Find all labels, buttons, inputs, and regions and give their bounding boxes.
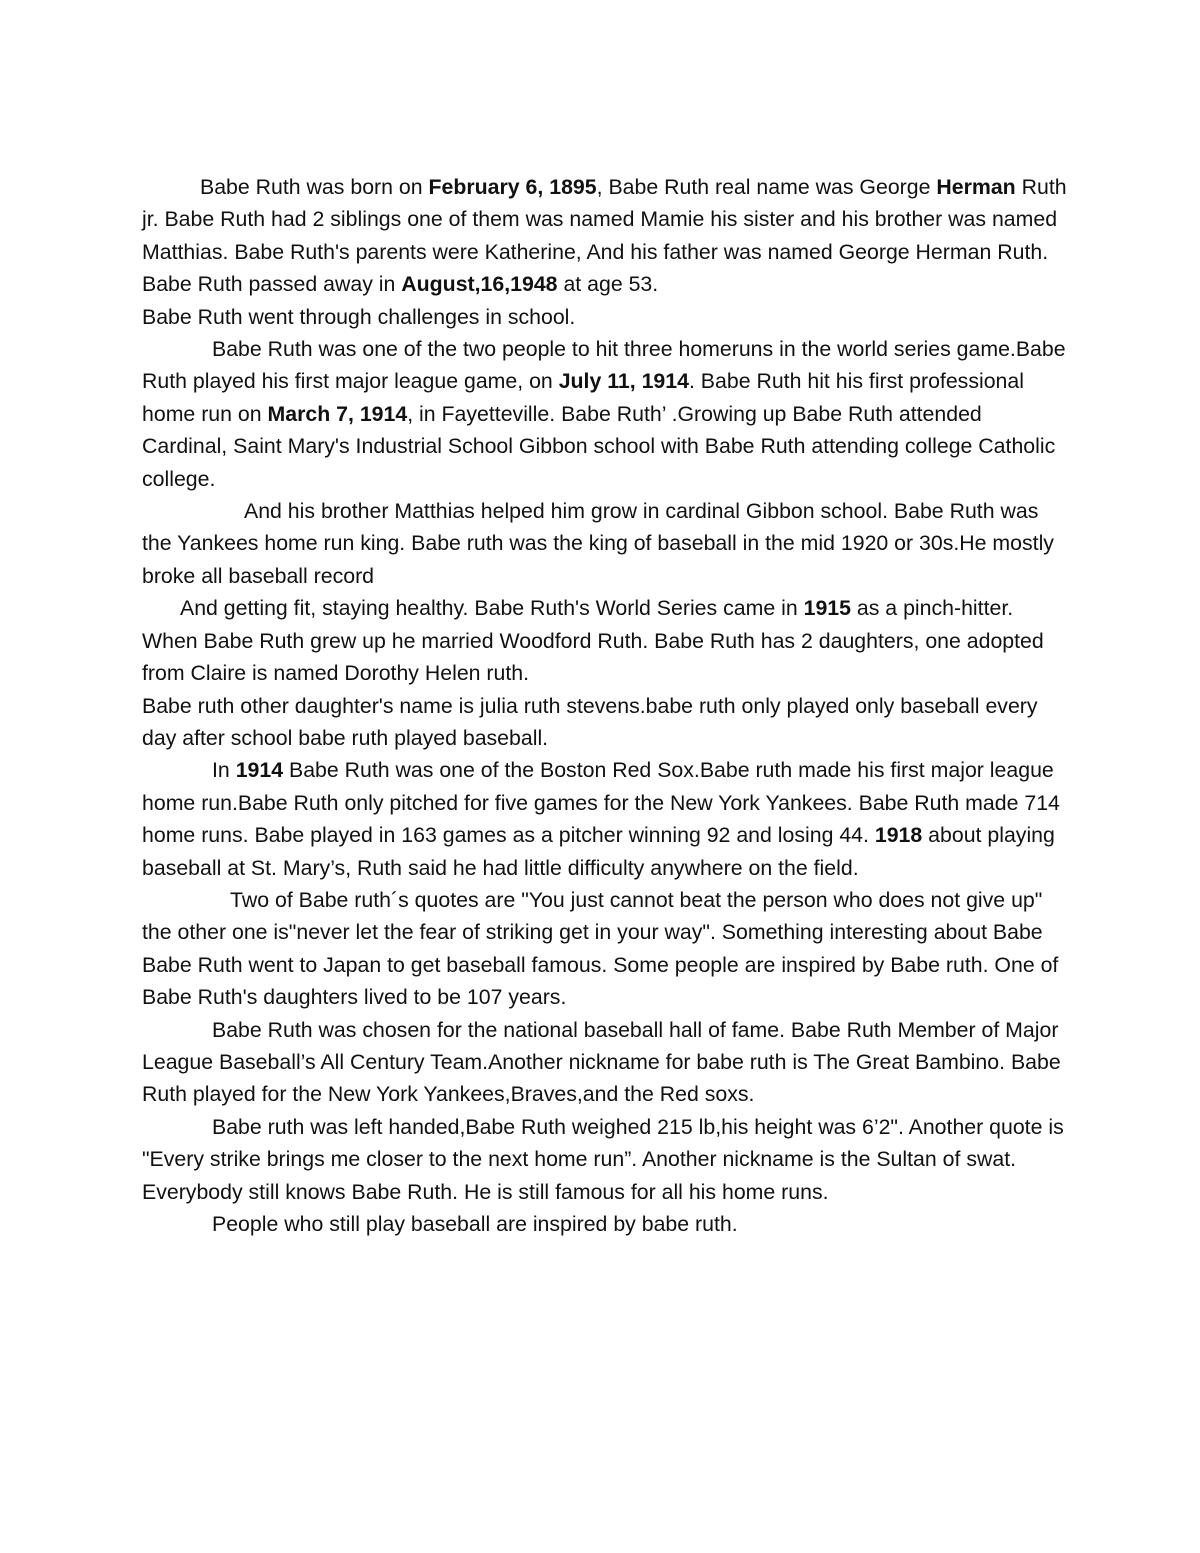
text-run: . Babe Ruth hit his first professional home run on: [142, 369, 1024, 426]
text-run: Babe ruth other daughter's name is julia ruth stevens.babe ruth only played only baseball every day after school babe ruth played baseball.: [142, 693, 1038, 750]
text-run: Babe Ruth was one of the two people to hit three homeruns in the world series game.Babe Ruth played his first major league game, on: [142, 337, 1066, 394]
text-run: Ruth jr. Babe Ruth had 2 siblings one of them was named Mamie his sister and his brother was named Matthias. Babe Ruth's parents were Katherine, And his father was named George Herman Ruth. Babe Ruth passed away in: [142, 175, 1067, 297]
paragraph: [142, 1111, 1072, 1208]
bold-text: Herman: [936, 175, 1016, 199]
paragraph: [142, 1208, 1072, 1240]
text-run: Babe ruth was left handed,Babe Ruth weighed 215 lb,his height was 6’2". Another quote is "Every strike brings me closer to the next home run”. Another nickname is the Sultan of swat. Everybody still knows Babe Ruth. He is still famous for all his home runs.: [142, 1114, 1064, 1204]
text-run: at age 53.: [557, 272, 659, 297]
bold-text: August,16,1948: [401, 272, 558, 297]
text-run: Babe Ruth was one of the Boston Red Sox.Babe ruth made his first major league home run.Babe Ruth only pitched for five games for the New York Yankees. Babe Ruth made 714 home runs. Babe played in 163 games as a pitcher winning 92 and losing 44.: [142, 758, 1060, 848]
text-run: , in Fayetteville. Babe Ruth’ .Growing up Babe Ruth attended Cardinal, Saint Mary's Industrial School Gibbon school with Babe Ruth attending college Catholic college.: [142, 401, 1056, 491]
paragraph: [142, 495, 1072, 592]
paragraph: [142, 754, 1072, 884]
text-run: And getting fit, staying healthy. Babe Ruth's World Series came in: [180, 596, 804, 621]
text-run: Babe Ruth went through challenges in school.: [142, 304, 576, 329]
text-run: Two of Babe ruth´s quotes are "You just cannot beat the person who does not give up" the other one is"never let the fear of striking get in your way". Something interesting about Babe Babe Ruth went to Japan to get baseball famous. Some people are inspired by Babe ruth. One of Babe Ruth's daughters lived to be 107 years.: [142, 887, 1059, 1010]
document-body: [142, 171, 1072, 1240]
text-run: as a pinch-hitter. When Babe Ruth grew up he married Woodford Ruth. Babe Ruth has 2 daughters, one adopted from Claire is named Dorothy Helen ruth.: [142, 596, 1044, 686]
paragraph: [142, 884, 1072, 1014]
bold-text: July 11, 1914: [558, 369, 689, 394]
text-run: about playing baseball at St. Mary’s, Ruth said he had little difficulty anywhere on the field.: [142, 823, 1055, 880]
paragraph: [142, 301, 1072, 333]
bold-text: March 7, 1914: [267, 401, 408, 426]
bold-text: 1918: [874, 823, 923, 848]
text-run: Babe Ruth was chosen for the national baseball hall of fame. Babe Ruth Member of Major League Baseball’s All Century Team.Another nickname for babe ruth is The Great Bambino. Babe Ruth played for the New York Yankees,Braves,and the Red soxs.: [142, 1017, 1061, 1107]
text-run: Babe Ruth was born on: [200, 175, 429, 199]
paragraph: [142, 171, 1072, 301]
paragraph: [142, 333, 1072, 495]
text-run: People who still play baseball are inspired by babe ruth.: [212, 1212, 738, 1236]
paragraph: [142, 592, 1072, 689]
paragraph: [142, 690, 1072, 755]
bold-text: February 6, 1895: [428, 175, 597, 199]
bold-text: 1915: [803, 596, 851, 621]
text-run: , Babe Ruth real name was George: [596, 175, 937, 199]
paragraph: [142, 1014, 1072, 1111]
bold-text: 1914: [235, 758, 284, 783]
text-run: In: [212, 758, 236, 783]
text-run: And his brother Matthias helped him grow in cardinal Gibbon school. Babe Ruth was the Yankees home run king. Babe ruth was the king of baseball in the mid 1920 or 30s.He mostly broke all baseball record: [142, 499, 1054, 588]
